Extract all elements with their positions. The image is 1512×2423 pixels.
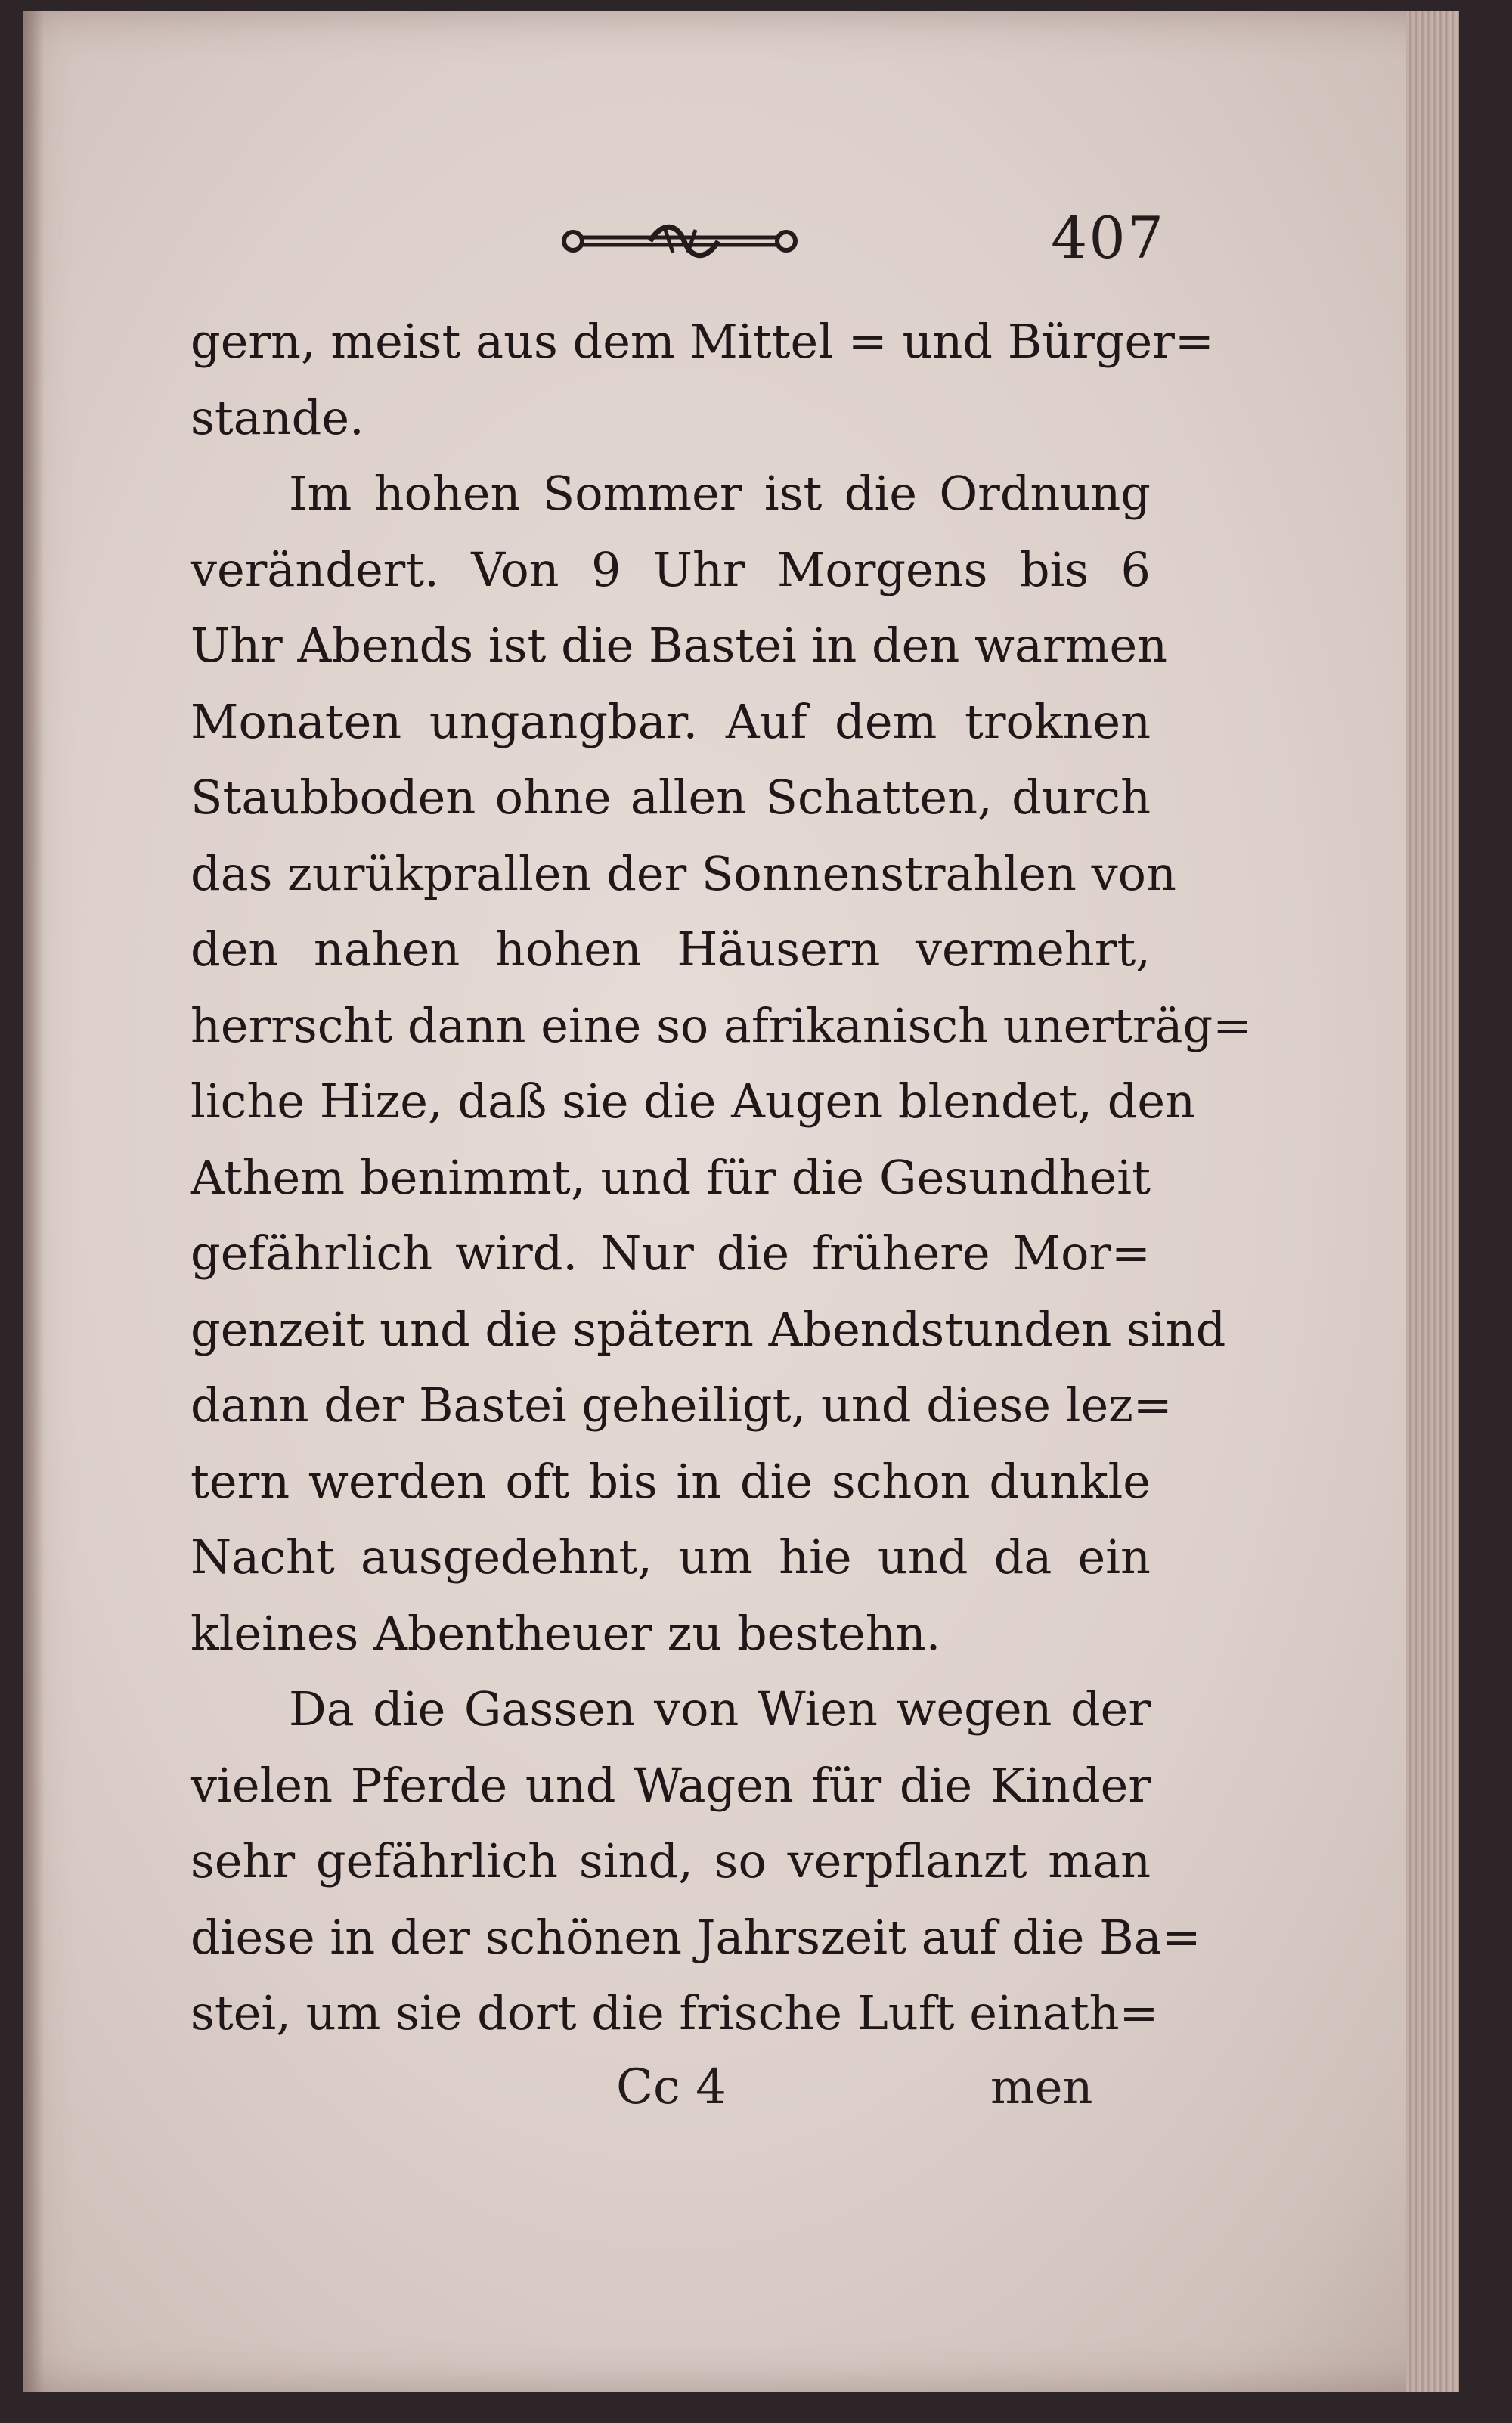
text-line: herrscht dann eine so afrikanisch unerträg= — [191, 997, 1253, 1053]
text-line: diese in der schönen Jahrszeit auf die Ba= — [191, 1909, 1201, 1965]
text-line: stande. — [191, 389, 364, 445]
text-line: das zurükprallen der Sonnenstrahlen von — [191, 845, 1176, 901]
text-line: verändert. Von 9 Uhr Morgens bis 6 — [191, 541, 1151, 597]
text-line: den nahen hohen Häusern vermehrt, — [191, 922, 1151, 977]
text-line: dann der Bastei geheiligt, und diese lez= — [191, 1377, 1173, 1433]
page-edges — [1406, 11, 1459, 2392]
body-text — [191, 304, 1253, 2052]
text-line: Monaten ungangbar. Auf dem troknen — [191, 693, 1151, 749]
text-line: liche Hize, daß sie die Augen blendet, den — [191, 1074, 1196, 1129]
text-line: kleines Abentheuer zu bestehn. — [191, 1605, 941, 1661]
text-line: gern, meist aus dem Mittel = und Bürger= — [191, 314, 1214, 369]
book-page — [23, 11, 1459, 2392]
catchword: men — [990, 2059, 1093, 2115]
text-line: Uhr Abends ist die Bastei in den warmen — [191, 618, 1168, 673]
signature-mark: Cc 4 — [616, 2059, 727, 2115]
text-line: Athem benimmt, und für die Gesundheit — [191, 1149, 1151, 1205]
text-line: Im hohen Sommer ist die Ordnung — [289, 466, 1151, 521]
text-line: Nacht ausgedehnt, um hie und da ein — [191, 1529, 1151, 1585]
running-header — [23, 200, 1459, 283]
text-line: genzeit und die spätern Abendstunden sind — [191, 1301, 1226, 1357]
gutter-shadow — [23, 11, 44, 2392]
text-line: Staubboden ohne allen Schatten, durch — [191, 770, 1151, 825]
text-line: tern werden oft bis in die schon dunkle — [191, 1453, 1151, 1509]
page-footer — [23, 2059, 1459, 2135]
decorative-rule-icon — [559, 215, 801, 268]
text-line: gefährlich wird. Nur die frühere Mor= — [191, 1225, 1151, 1281]
text-line: Da die Gassen von Wien wegen der — [289, 1681, 1151, 1737]
text-line: stei, um sie dort die frische Luft einath= — [191, 1985, 1159, 2040]
text-line: vielen Pferde und Wagen für die Kinder — [191, 1757, 1151, 1813]
page-number: 407 — [1051, 204, 1166, 271]
text-line: sehr gefährlich sind, so verpflanzt man — [191, 1833, 1151, 1889]
